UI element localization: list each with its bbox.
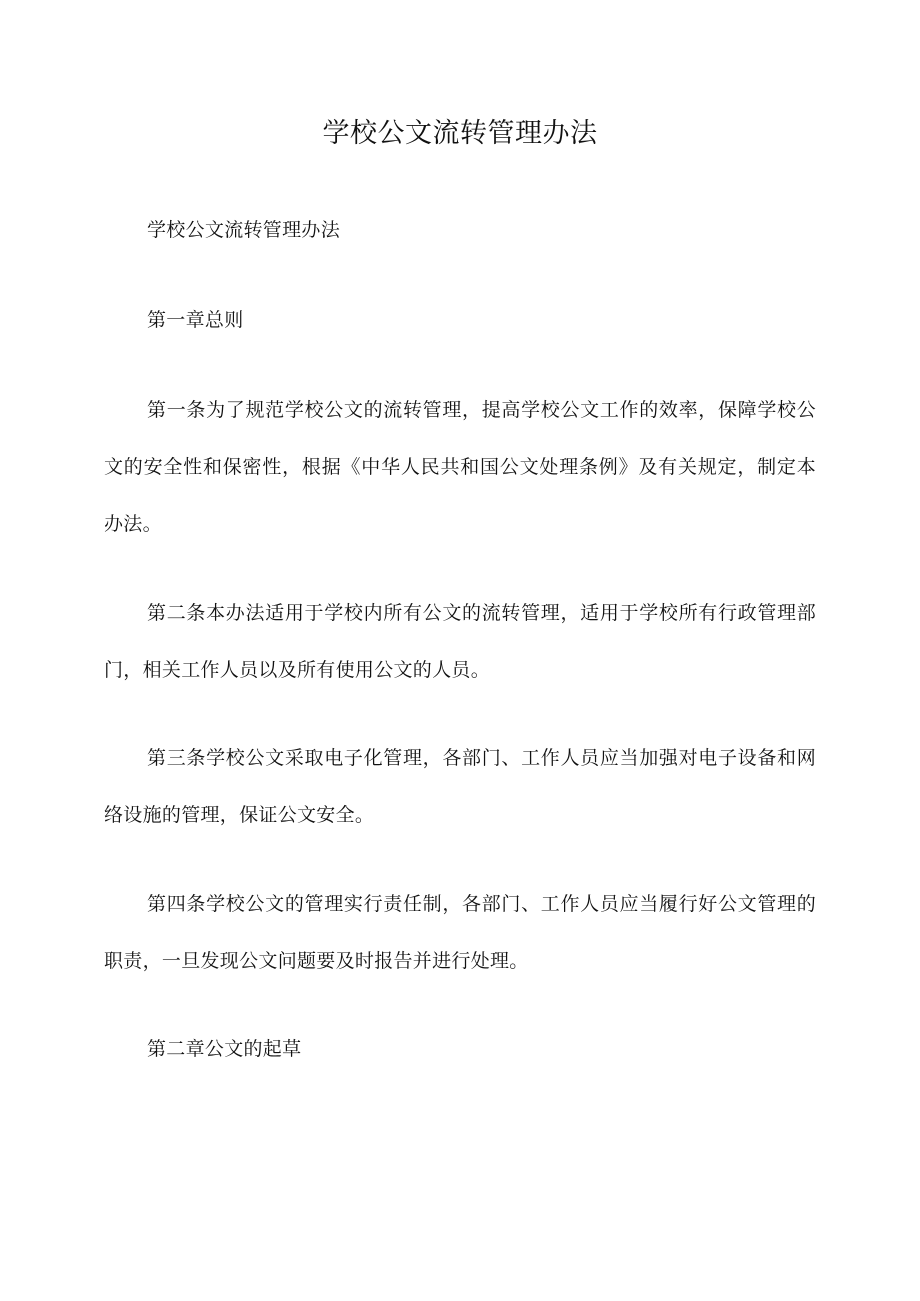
article-3: 第三条学校公文采取电子化管理，各部门、工作人员应当加强对电子设备和网络设施的管理，保证公文安全。	[104, 747, 816, 826]
article-1: 第一条为了规范学校公文的流转管理，提高学校公文工作的效率，保障学校公文的安全性和保密性，根据《中华人民共和国公文处理条例》及有关规定，制定本办法。	[104, 399, 816, 535]
document-subtitle: 学校公文流转管理办法	[147, 219, 341, 241]
chapter-heading-2: 第二章公文的起草	[147, 1038, 302, 1060]
article-2: 第二条本办法适用于学校内所有公文的流转管理，适用于学校所有行政管理部门，相关工作人员以及所有使用公文的人员。	[104, 602, 816, 681]
article-4: 第四条学校公文的管理实行责任制，各部门、工作人员应当履行好公文管理的职责，一旦发现公文问题要及时报告并进行处理。	[104, 893, 816, 972]
document-title: 学校公文流转管理办法	[322, 118, 598, 149]
chapter-heading-1: 第一章总则	[147, 309, 244, 331]
